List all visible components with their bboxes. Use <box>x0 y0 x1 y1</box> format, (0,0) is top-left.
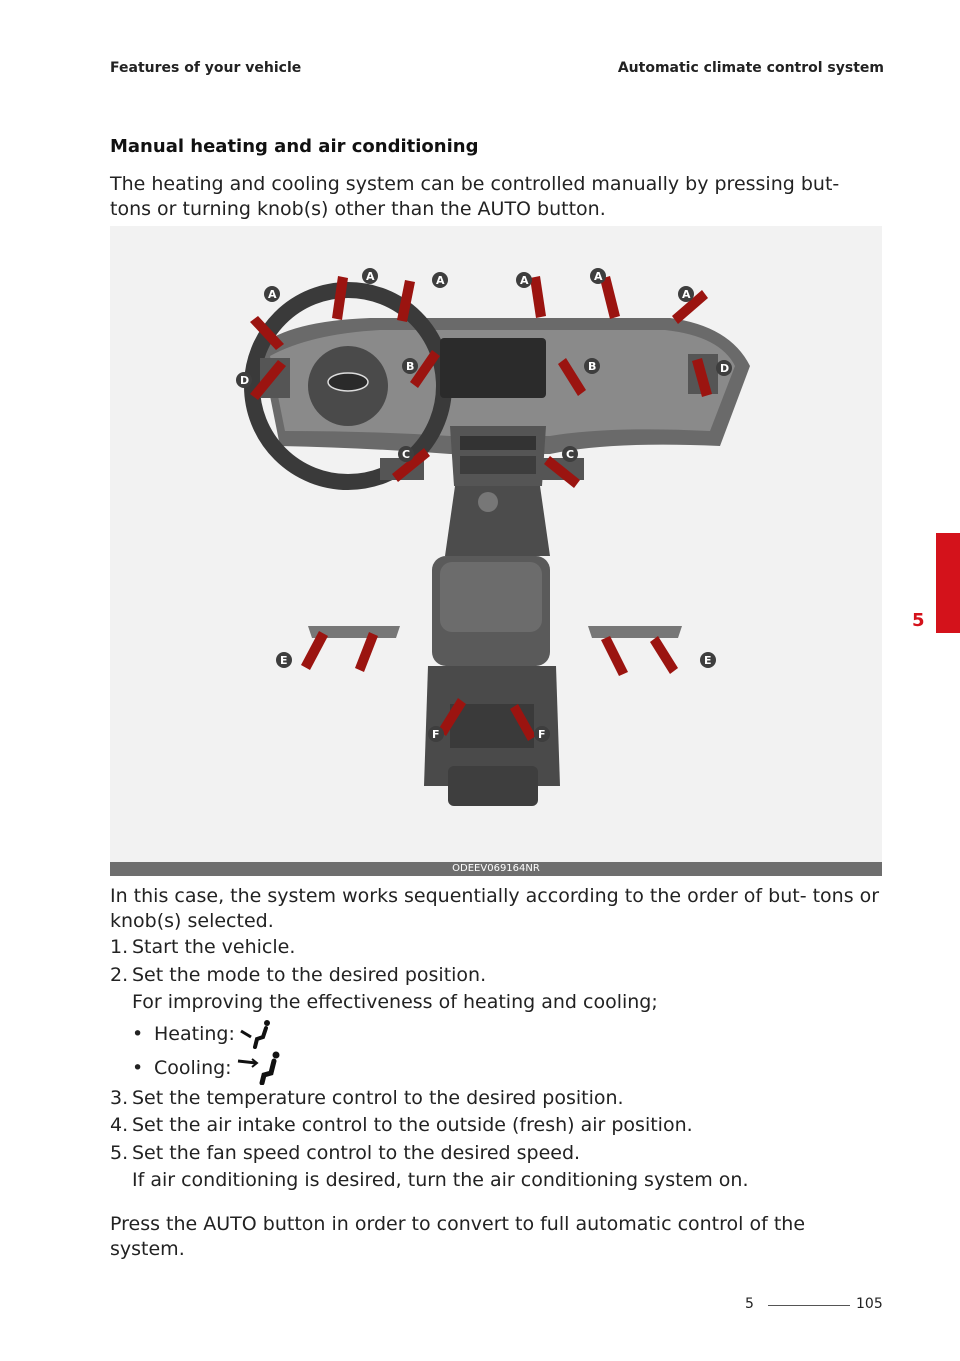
svg-text:A: A <box>594 270 603 283</box>
vent-label-a <box>264 286 280 302</box>
step-text: Set the air intake control to the outside (fresh) air position. <box>132 1114 693 1136</box>
chapter-tab-number: 5 <box>912 610 925 631</box>
vent-label-a <box>678 286 694 302</box>
svg-text:A: A <box>268 288 277 301</box>
svg-text:C: C <box>566 448 575 461</box>
svg-text:A: A <box>520 274 529 287</box>
dashboard-illustration <box>110 226 882 862</box>
step-note: For improving the effectiveness of heating and cooling; <box>132 991 658 1013</box>
vent-label-e <box>276 652 292 668</box>
footer-divider <box>768 1305 850 1306</box>
running-header-left: Features of your vehicle <box>110 60 302 76</box>
dashboard-vent-figure <box>110 226 882 876</box>
section-title: Manual heating and air conditioning <box>110 136 479 157</box>
vent-label-f <box>428 726 444 742</box>
step-number: 5. <box>110 1141 129 1164</box>
svg-text:E: E <box>280 654 288 667</box>
step-item <box>110 934 890 962</box>
chapter-tab <box>936 533 960 633</box>
vent-label-b <box>584 358 600 374</box>
intro-paragraph: The heating and cooling system can be controlled manually by pressing but- tons or turning knob(s) other than the AUTO button. <box>110 173 840 220</box>
vent-label-d <box>716 360 732 376</box>
vent-label-a <box>590 268 606 284</box>
running-header-right: Automatic climate control system <box>617 60 884 76</box>
step-number: 3. <box>110 1086 129 1109</box>
svg-text:D: D <box>240 374 250 387</box>
vent-label-c <box>398 446 414 462</box>
step-item <box>110 962 890 990</box>
page-number: 105 <box>856 1296 883 1312</box>
vent-label-e <box>700 652 716 668</box>
step-item <box>110 1140 890 1168</box>
steps-list <box>110 934 890 1195</box>
vent-label-b <box>402 358 418 374</box>
svg-text:B: B <box>406 360 415 373</box>
step-text: Set the fan speed control to the desired speed. <box>132 1141 581 1164</box>
sequence-paragraph: In this case, the system works sequentially according to the order of but- tons or knob(s) selected. <box>110 885 880 932</box>
step-item <box>110 1112 890 1140</box>
vent-label-c <box>562 446 578 462</box>
step-number: 1. <box>110 936 129 958</box>
vent-label-a <box>432 272 448 288</box>
figure-code: ODEEV069164NR <box>110 862 882 876</box>
svg-text:A: A <box>366 270 375 283</box>
svg-text:A: A <box>682 288 691 301</box>
step-text: Set the mode to the desired position. <box>132 963 487 986</box>
svg-text:A: A <box>436 274 445 287</box>
bullet-text: Cooling: <box>154 1056 232 1079</box>
svg-text:C: C <box>402 448 411 461</box>
step-number: 2. <box>110 963 129 986</box>
bullet-item: • Heating: <box>110 1017 890 1051</box>
svg-text:E: E <box>704 654 712 667</box>
vent-label-d <box>236 372 252 388</box>
vent-label-f <box>534 726 550 742</box>
bullet-item: • Cooling: <box>110 1051 890 1085</box>
svg-text:D: D <box>720 362 730 375</box>
svg-text:F: F <box>538 728 546 741</box>
step-text: Start the vehicle. <box>132 936 296 958</box>
step-number: 4. <box>110 1114 129 1136</box>
step-note: If air conditioning is desired, turn the air conditioning system on. <box>132 1169 749 1191</box>
svg-text:B: B <box>588 360 597 373</box>
bullet-text: Heating: <box>154 1022 235 1045</box>
face-mode-icon <box>236 1051 282 1085</box>
floor-mode-icon <box>239 1019 273 1049</box>
step-text: Set the temperature control to the desired position. <box>132 1086 624 1109</box>
vent-label-a <box>516 272 532 288</box>
svg-text:F: F <box>432 728 440 741</box>
vent-label-a <box>362 268 378 284</box>
step-item <box>110 1085 890 1113</box>
closing-paragraph: Press the AUTO button in order to convert to full automatic control of the system. <box>110 1213 806 1260</box>
footer-chapter: 5 <box>745 1296 754 1312</box>
